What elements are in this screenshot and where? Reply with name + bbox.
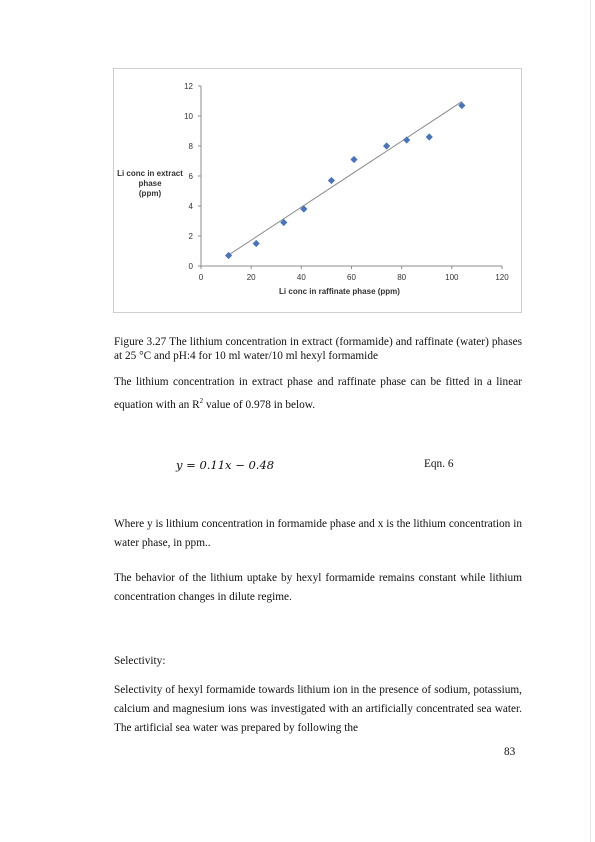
data-point [383,142,390,149]
y-axis-label: Li conc in extract phase (ppm) [117,169,183,198]
y-tick-label: 6 [188,172,193,181]
r-squared-superscript: 2 [199,397,204,405]
y-tick-label: 12 [184,82,193,91]
y-tick-label: 2 [188,232,193,241]
x-tick-label: 100 [445,273,459,282]
figure-caption: Figure 3.27 The lithium concentration in extract (formamide) and raffinate (water) phases at 25 °C and pH:4 for 10 ml water/10 ml hexyl formamide [114,336,522,362]
y-tick-label: 0 [188,262,193,271]
x-tick-label: 60 [347,273,356,282]
data-point [426,133,433,140]
equation: y = 0.11x − 0.48 [176,458,275,472]
equation-number: Eqn. 6 [424,458,454,470]
x-tick-label: 20 [246,273,256,282]
x-tick-label: 120 [495,273,509,282]
data-point [403,136,410,143]
data-point [253,240,260,247]
page-edge [590,0,591,842]
x-tick-label: 80 [397,273,407,282]
paragraph-behavior: The behavior of the lithium uptake by hexyl formamide remains constant while lithium concentration changes in dilute regime. [114,572,522,603]
paragraph-variables: Where y is lithium concentration in formamide phase and x is the lithium concentration in water phase, in ppm.. [114,518,522,549]
paragraph-selectivity: Selectivity of hexyl formamide towards lithium ion in the presence of sodium, potassium, calcium and magnesium ions was investigated with an artificially concentrated sea water. The artificial sea water was prepared by following the [114,684,522,734]
trendline [229,102,462,255]
y-tick-label: 8 [188,142,193,151]
x-tick-label: 40 [296,273,306,282]
scatter-chart [113,68,522,313]
page-number: 83 [504,746,516,758]
x-axis-label: Li conc in raffinate phase (ppm) [279,287,400,296]
x-tick-label: 0 [198,273,204,282]
data-point [350,156,357,163]
data-point [328,177,335,184]
paragraph-fit-text: The lithium concentration in extract phase and raffinate phase can be fitted in a linear equation with an R [114,376,522,411]
y-tick-label: 10 [184,112,193,121]
paragraph-fit-text-end: value of 0.978 in below. [203,398,316,411]
section-heading: Selectivity: [114,655,166,667]
paragraph-fit [114,373,522,415]
y-tick-label: 4 [188,202,193,211]
data-point [300,205,307,212]
